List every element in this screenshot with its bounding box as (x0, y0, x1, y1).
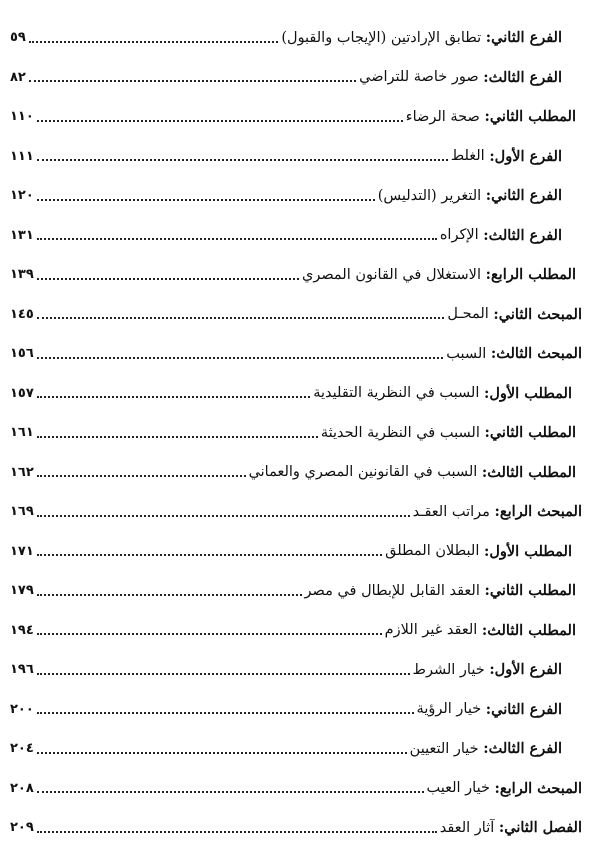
toc-entry-separator: : (484, 108, 490, 126)
toc-entry-title: العقد غير اللازم (384, 622, 478, 639)
toc-entry[interactable] (10, 729, 582, 769)
toc-entry-level: الفرع الثالث (488, 740, 562, 758)
toc-entry-level: المطلب الثاني (489, 582, 576, 600)
toc-entry-page-number: ١٣٩ (10, 267, 34, 283)
toc-entry-page-number: ١٦٩ (10, 504, 34, 520)
toc-entry-separator: : (481, 463, 488, 481)
toc-entry-separator: : (485, 700, 492, 718)
toc-entry-level: المبحث الرابع (499, 503, 582, 521)
toc-entry-separator: : (494, 779, 500, 797)
toc-entry-title: صور خاصة للتراضي (359, 69, 479, 86)
toc-entry-level: الفرع الأول (494, 661, 562, 679)
dot-leader (37, 357, 443, 359)
toc-entry-separator: : (485, 187, 492, 205)
toc-entry-title: السبب في النظرية التقليدية (313, 385, 480, 402)
toc-entry-title: مراتب العقـد (412, 503, 490, 520)
dot-leader (37, 594, 302, 596)
dot-leader (37, 791, 424, 793)
table-of-contents (10, 18, 582, 848)
toc-entry-separator: : (483, 68, 489, 86)
toc-entry-level: المطلب الأول (489, 384, 572, 402)
toc-entry[interactable] (10, 18, 582, 58)
dot-leader (37, 831, 437, 833)
dot-leader (37, 436, 318, 438)
toc-entry-page-number: ١٧١ (10, 543, 34, 559)
toc-entry-level: الفصل الثاني (504, 819, 582, 837)
toc-entry-title: آثار العقد (439, 819, 495, 836)
dot-leader (37, 712, 414, 714)
toc-entry-page-number: ١٢٠ (10, 188, 34, 204)
dot-leader (37, 673, 410, 675)
toc-entry-page-number: ١٧٩ (10, 583, 34, 599)
toc-entry[interactable] (10, 650, 582, 690)
toc-entry-title: الغلط (450, 148, 485, 165)
toc-entry-page-number: ١١٠ (10, 109, 34, 125)
toc-entry[interactable] (10, 611, 582, 651)
toc-entry[interactable] (10, 808, 582, 848)
toc-entry-separator: : (489, 661, 495, 679)
toc-entry-level: المبحث الرابع (499, 779, 582, 797)
toc-entry-level: الفرع الثاني (491, 187, 562, 205)
toc-entry-level: المطلب الثاني (489, 108, 576, 126)
toc-entry-separator: : (484, 424, 490, 442)
toc-entry-page-number: ١٩٤ (10, 622, 34, 638)
dot-leader (29, 41, 279, 43)
toc-entry-level: المطلب الأول (489, 542, 572, 560)
toc-entry-level: المطلب الثالث (487, 463, 576, 481)
toc-entry-title: الاستغلال في القانون المصري (302, 266, 481, 283)
toc-entry-title: صحة الرضاء (405, 108, 480, 125)
toc-entry-title: العقد القابل للإبطال في مصر (304, 582, 480, 599)
toc-entry-title: خيار العيب (426, 780, 490, 797)
toc-entry-page-number: ١٤٥ (10, 306, 34, 322)
dot-leader (37, 238, 437, 240)
toc-entry-title: المحـل (447, 306, 489, 323)
toc-entry[interactable] (10, 255, 582, 295)
dot-leader (37, 278, 299, 280)
dot-leader (37, 554, 382, 556)
toc-entry[interactable] (10, 295, 582, 335)
toc-entry-level: المبحث الثالث (496, 345, 582, 363)
toc-entry-separator: : (483, 542, 490, 560)
toc-entry-page-number: ٨٢ (10, 69, 26, 85)
toc-entry-page-number: ١٥٦ (10, 346, 34, 362)
toc-entry-title: السبب في النظرية الحديثة (320, 424, 480, 441)
toc-entry-separator: : (485, 266, 491, 284)
toc-entry-page-number: ١٣١ (10, 227, 34, 243)
toc-entry-page-number: ٢٠٩ (10, 820, 34, 836)
toc-entry-page-number: ٢٠٠ (10, 701, 34, 717)
toc-entry-separator: : (489, 147, 495, 165)
toc-entry[interactable] (10, 453, 582, 493)
dot-leader (37, 515, 410, 517)
toc-entry-page-number: ١٩٦ (10, 662, 34, 678)
toc-entry-page-number: ٢٠٨ (10, 780, 34, 796)
toc-entry-level: المطلب الرابع (490, 266, 576, 284)
toc-entry-separator: : (484, 582, 490, 600)
dot-leader (37, 317, 445, 319)
toc-entry[interactable] (10, 492, 582, 532)
toc-entry-title: خيار الشرط (412, 661, 485, 678)
dot-leader (37, 396, 310, 398)
toc-entry[interactable] (10, 176, 582, 216)
toc-entry-level: الفرع الثالث (488, 226, 562, 244)
toc-entry-level: المبحث الثاني (498, 305, 582, 323)
toc-entry-level: المطلب الثالث (487, 621, 576, 639)
toc-entry-title: الإكراه (439, 227, 479, 244)
toc-entry[interactable] (10, 571, 582, 611)
toc-entry-separator: : (498, 819, 505, 837)
toc-entry-page-number: ١١١ (10, 148, 34, 164)
toc-entry[interactable] (10, 97, 582, 137)
toc-entry-page-number: ١٦١ (10, 425, 34, 441)
toc-entry[interactable] (10, 58, 582, 98)
toc-entry-title: تطابق الإرادتين (الإيجاب والقبول) (281, 29, 482, 46)
toc-entry-separator: : (481, 621, 488, 639)
toc-entry-title: خيار الرؤية (416, 701, 482, 718)
dot-leader (29, 80, 356, 82)
toc-entry[interactable] (10, 532, 582, 572)
toc-entry[interactable] (10, 374, 582, 414)
toc-entry-separator: : (485, 29, 492, 47)
toc-entry-title: السبب في القانونين المصري والعماني (248, 464, 478, 481)
toc-entry-title: البطلان المطلق (385, 543, 480, 560)
toc-entry-title: خيار التعيين (409, 740, 479, 757)
toc-entry-level: المطلب الثاني (489, 424, 576, 442)
toc-entry[interactable] (10, 769, 582, 809)
dot-leader (37, 199, 375, 201)
toc-entry-separator: : (483, 740, 489, 758)
dot-leader (37, 120, 403, 122)
toc-entry-separator: : (494, 503, 500, 521)
dot-leader (37, 633, 382, 635)
toc-entry[interactable] (10, 334, 582, 374)
toc-entry-title: التغرير (التدليس) (377, 187, 482, 204)
toc-entry-separator: : (493, 305, 499, 323)
toc-entry-page-number: ٥٩ (10, 30, 26, 46)
toc-entry-title: السبب (446, 345, 487, 362)
toc-entry-separator: : (483, 226, 489, 244)
dot-leader (37, 475, 246, 477)
toc-entry-separator: : (490, 345, 497, 363)
toc-entry[interactable] (10, 137, 582, 177)
toc-entry-level: الفرع الثاني (491, 700, 562, 718)
toc-entry-level: الفرع الثاني (491, 29, 562, 47)
toc-entry-level: الفرع الثالث (488, 68, 562, 86)
toc-entry-page-number: ٢٠٤ (10, 741, 34, 757)
toc-entry-separator: : (483, 384, 490, 402)
dot-leader (37, 752, 407, 754)
toc-entry-page-number: ١٥٧ (10, 385, 34, 401)
toc-entry[interactable] (10, 413, 582, 453)
toc-entry-level: الفرع الأول (494, 147, 562, 165)
dot-leader (37, 159, 448, 161)
toc-entry[interactable] (10, 216, 582, 256)
toc-entry-page-number: ١٦٢ (10, 464, 34, 480)
toc-entry[interactable] (10, 690, 582, 730)
